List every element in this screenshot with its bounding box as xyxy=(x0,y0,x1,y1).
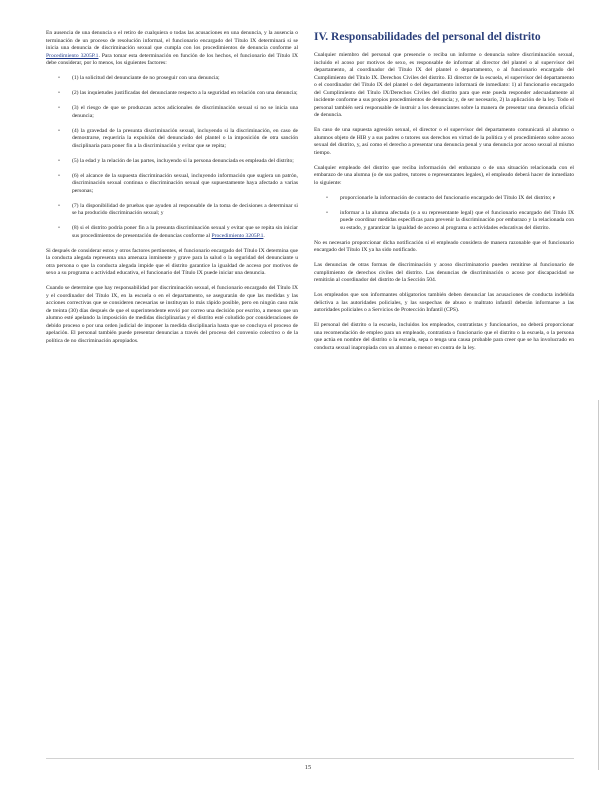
intro-paragraph: En ausencia de una denuncia o el retiro de cualquiera o todas las acusaciones en una denuncia, y la ausencia o terminación de un proceso de resolución informal, el funcionario encargado del Título IX determinará si se inicia una denuncia de discriminación sexual que cumpla con los procedimientos de denuncia conforme al Procedimiento 3205P.1. Para tomar esta determinación en función de los hechos, el funcionario del Título IX debe considerar, por lo menos, los siguientes factores: xyxy=(46,30,298,66)
bullet-icon: ▫ xyxy=(58,202,60,209)
recommendation-paragraph: El personal del distrito o la escuela, incluidos los empleados, contratistas y funcionarios, no deberá proporcionar una recomendación de empleo para un empleado, contratista o funcionario que el distrito o la escuela, o la persona que actúa en nombre del distrito o la escuela, sepa o tenga una causa probable para creer que se ha involucrado en conducta sexual inapropiada con un alumno o menor en contra de la ley. xyxy=(314,322,574,351)
bullet-icon: ▫ xyxy=(58,172,60,179)
page-number: 15 xyxy=(304,764,312,771)
corrective-paragraph: Cuando se determine que hay responsabilidad por discriminación sexual, el funcionario encargado del Título IX y el coordinador del Título IX, en la escuela o en el departamento, se asegurarán de que las medidas y las acciones correctivas que se consideren necesarias se instituyan lo más rápido posible, pero en ningún caso más de treinta (30) días después de que el superintendente envió por correo una decisión por escrito, a menos que un alumno esté apelando la imposición de medidas disciplinarias y el distrito esté coludido por consideraciones de debido proceso o por una orden judicial de imponer la medida disciplinaria hasta que se concluya el proceso de apelación. El personal también puede presentar denuncias a través del proceso del convenio colectivo o de la política de no discriminación apropiados. xyxy=(46,285,298,344)
margin-line xyxy=(598,400,599,770)
left-column xyxy=(46,30,298,353)
procedure-link[interactable]: Procedimiento 3205P.1 xyxy=(46,52,99,59)
step-item: ▫ proporcionarle la información de contacto del funcionario encargado del Título IX del distrito; e xyxy=(326,194,556,201)
footer-divider xyxy=(46,758,574,759)
pregnancy-steps-list xyxy=(314,195,574,233)
procedure-link[interactable]: Procedimiento 3205P.1 xyxy=(211,232,264,239)
factor-item: ▫ (4) la gravedad de la presunta discriminación sexual, incluyendo si la discriminación, en caso de demostrarse, requeriría la expulsión del denunciado del plantel o la imposición de otra sanción disciplinaria para poner fin a la discriminación y evitar que se repita; xyxy=(58,127,298,149)
factor-item: ▫ (8) si el distrito podría poner fin a la presunta discriminación sexual y evitar que se repita sin iniciar sus procedimientos de presentación de denuncias conforme al Procedimiento 3205P.1. xyxy=(58,225,298,239)
bullet-icon: ▫ xyxy=(326,209,328,216)
assault-paragraph: En caso de una supuesta agresión sexual, el director o el supervisor del departamento comunicará al alumno o alumnos objeto de HIB y a sus padres o tutores sus derechos en virtud de la política y el procedimiento sobre acoso sexual del distrito, y, así como el derecho a presentar una denuncia penal y una denuncia por acoso sexual al mismo tiempo. xyxy=(314,127,574,156)
pregnancy-paragraph: Cualquier empleado del distrito que reciba información del embarazo o de una situación relacionada con el embarazo de una alumna (o de sus padres, tutores o representantes legales), el empleado deberá hacer de inmediato lo siguiente: xyxy=(314,164,574,186)
threat-paragraph: Si después de considerar estos y otros factores pertinentes, el funcionario encargado del Título IX determina que la conducta alegada representa una amenaza inminente y grave para la salud o la seguridad del denunciante u otra persona o que la conducta alegada impide que el distrito garantice la igualdad de acceso por motivos de sexo a su programa o actividad educativa, el funcionario del Título IX puede iniciar una denuncia. xyxy=(46,247,298,276)
report-paragraph: Cualquier miembro del personal que presencie o reciba un informe o denuncia sobre discriminación sexual, incluido el acoso por motivos de sexo, es responsable de informar al director del plantel o al supervisor del departamento, al coordinador del Título IX del plantel o departamento, o al funcionario encargado del Cumplimiento del Título IX. Derechos Civiles del distrito. El director de la escuela, el supervisor del departamento o el coordinador del Título IX del plantel o del departamento informará de inmediato: 1) al funcionario encargado del Cumplimiento del Título IX/Derechos Civiles del distrito para que este pueda responder adecuadamente al incidente conforme a sus propios procedimientos de denuncia; y, de ser necesario, 2) la aplicación de la ley. Todo el personal también será responsable de instruir a los denunciantes sobre la manera de presentar una denuncia oficial de denuncia. xyxy=(314,52,574,118)
factor-item: ▫ (6) el alcance de la supuesta discriminación sexual, incluyendo información que sugiera un patrón, discriminación sexual continua o discriminación sexual que supuestamente haya afectado a varias personas; xyxy=(58,172,298,194)
bullet-icon: ▫ xyxy=(58,75,60,81)
factors-list xyxy=(46,75,298,240)
bullet-icon: ▫ xyxy=(58,90,60,96)
bullet-icon: ▫ xyxy=(58,157,60,164)
bullet-icon: ▫ xyxy=(58,225,60,231)
factor-item: ▫ (7) la disponibilidad de pruebas que ayuden al responsable de la toma de decisiones a determinar si se ha producido discriminación sexual; y xyxy=(58,202,298,216)
bullet-icon: ▫ xyxy=(326,194,328,201)
bullet-icon: ▫ xyxy=(58,105,60,111)
notification-paragraph: No es necesario proporcionar dicha notificación si el empleado considera de manera razonable que el funcionario encargado del Título IX ya ha sido notificado. xyxy=(314,239,574,253)
section-heading: IV. Responsabilidades del personal del distrito xyxy=(314,31,541,43)
factor-item: ▫ (2) las inquietudes justificadas del denunciante respecto a la seguridad en relación con una denuncia; xyxy=(58,90,298,96)
other-forms-paragraph: Las denuncias de otras formas de discriminación y acoso discriminatorio pueden remitirse al funcionario de cumplimiento de derechos civiles del distrito. Las denuncias de discriminación o acoso por discapacidad se remitirán al coordinador del distrito de la Sección 504. xyxy=(314,262,574,283)
factor-item: ▫ (1) la solicitud del denunciante de no proseguir con una denuncia; xyxy=(58,75,220,81)
factor-item: ▫ (3) el riesgo de que se produzcan actos adicionales de discriminación sexual si no se inicia una denuncia; xyxy=(58,105,298,119)
mandatory-reporters-paragraph: Los empleados que son informantes obligatorios también deben denunciar las acusaciones de conducta indebida delictiva a las autoridades policiales, y las sospechas de abuso o maltrato infantil deberán informarse a las autoridades policiales o a Servicios de Protección Infantil (CPS). xyxy=(314,292,574,313)
bullet-icon: ▫ xyxy=(58,127,60,134)
step-item: ▫ informar a la alumna afectada (o a su representante legal) que el funcionario encargado del Título IX puede coordinar medidas específicas para prevenir la discriminación por embarazo y la relacionada con su estado, y garantizar la igualdad de acceso al programa o actividades educativas del distrito. xyxy=(326,209,574,231)
right-column xyxy=(314,30,574,360)
factor-item: ▫ (5) la edad y la relación de las partes, incluyendo si la persona denunciada es empleada del distrito; xyxy=(58,157,294,164)
